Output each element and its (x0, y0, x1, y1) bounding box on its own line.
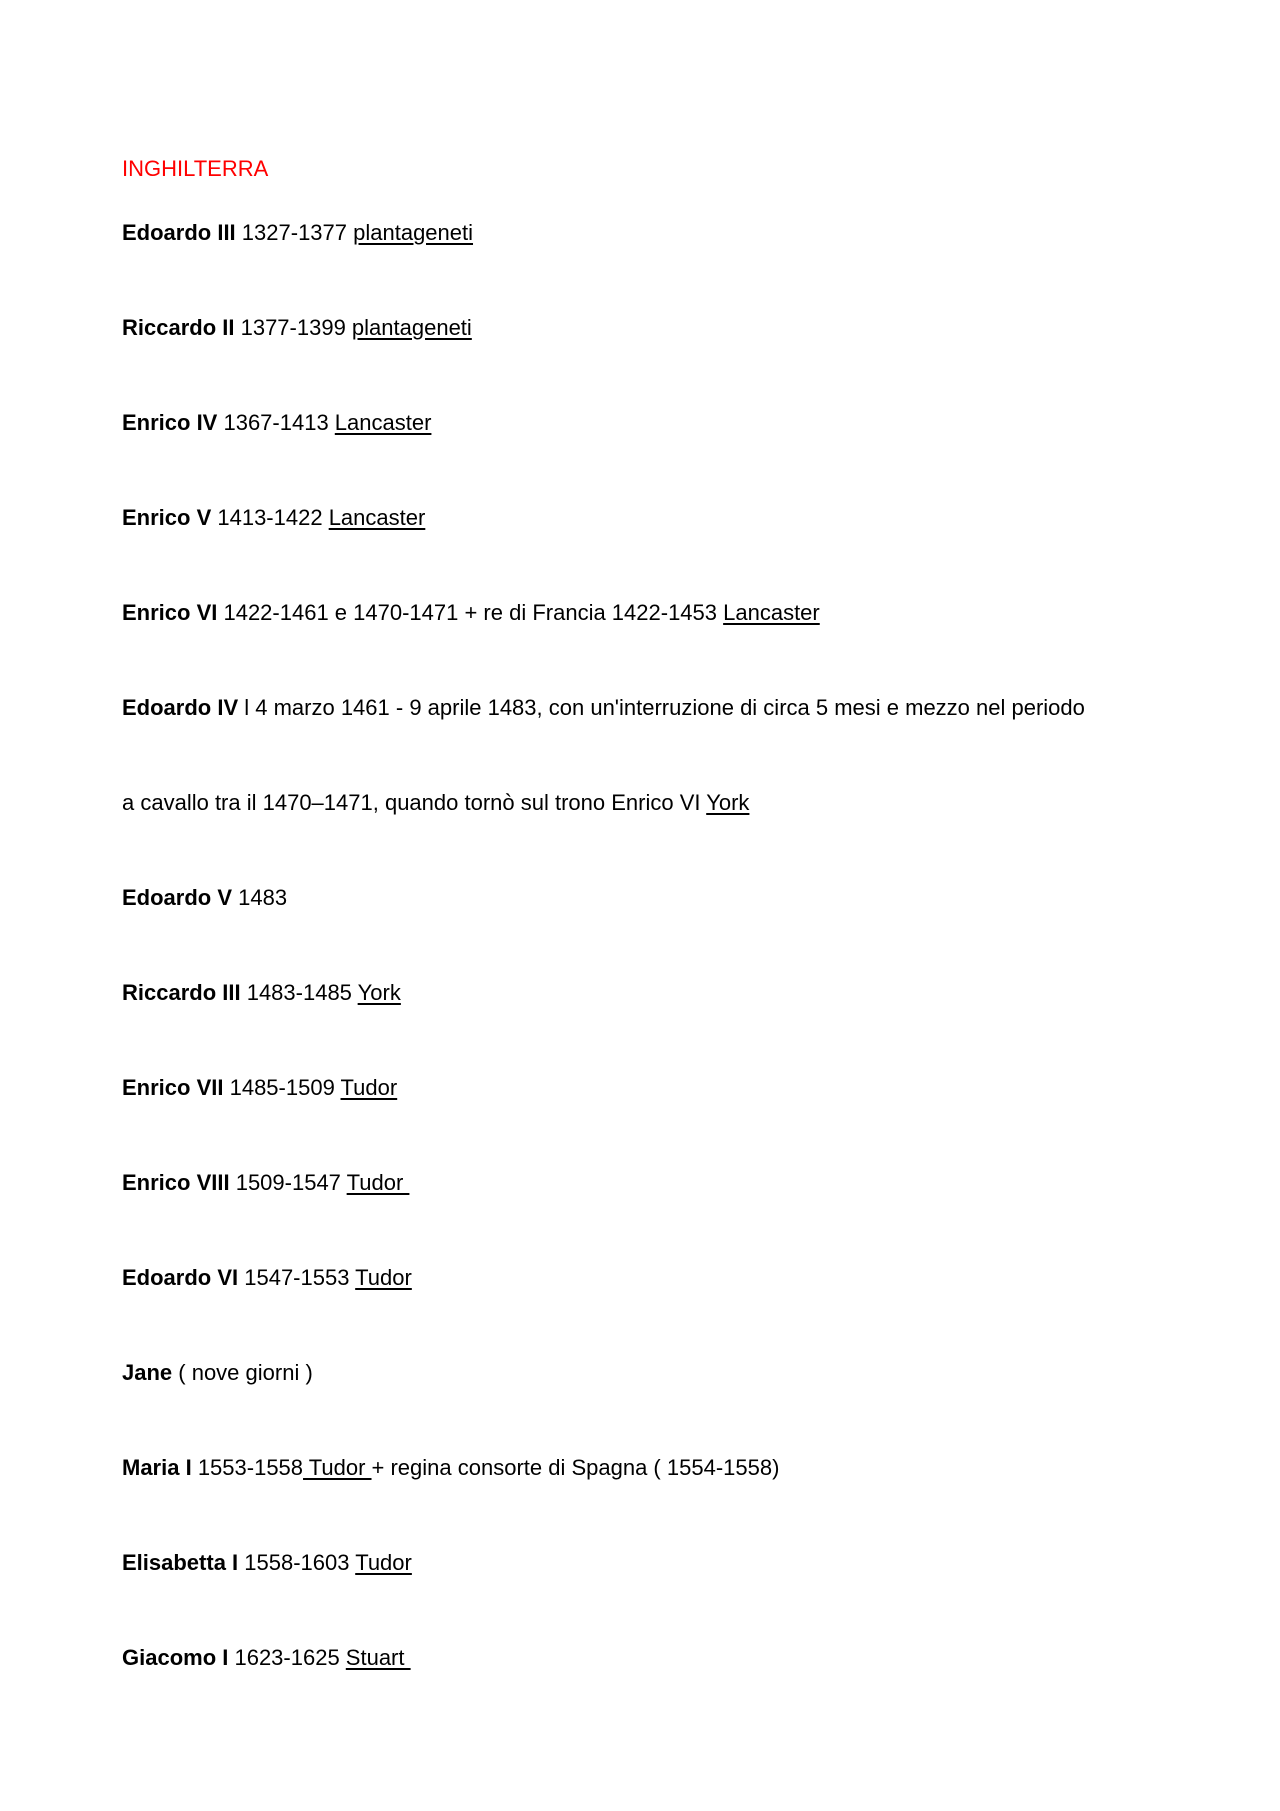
monarch-name: Enrico VII (122, 1075, 224, 1100)
reign-text: 1483-1485 (240, 980, 358, 1005)
monarch-name: Enrico V (122, 505, 212, 530)
monarch-line (122, 1643, 1182, 1673)
monarch-name: Giacomo I (122, 1645, 229, 1670)
monarch-line (122, 598, 1182, 628)
monarch-name: Enrico VI (122, 600, 218, 625)
dynasty-name: Lancaster (334, 410, 432, 435)
reign-text: 1413-1422 (211, 505, 329, 530)
monarch-line (122, 1453, 1182, 1483)
monarch-name: Elisabetta I (122, 1550, 239, 1575)
reign-text: 1485-1509 (223, 1075, 341, 1100)
reign-text: 1327-1377 (235, 220, 354, 245)
monarch-line (122, 1548, 1182, 1578)
extra-note: + regina consorte di Spagna ( 1554-1558) (371, 1455, 780, 1480)
dynasty-name: Tudor (355, 1265, 412, 1290)
reign-text: 1422-1461 e 1470-1471 + re di Francia 1422-1453 (217, 600, 724, 625)
monarch-name: Maria I (122, 1455, 192, 1480)
monarch-line (122, 1168, 1182, 1198)
monarch-name: Edoardo V (122, 885, 233, 910)
monarch-name: Edoardo IV (122, 695, 239, 720)
dynasty-name: York (357, 980, 401, 1005)
monarch-name: Jane (122, 1360, 173, 1385)
reign-text: 1377-1399 (234, 315, 352, 340)
reign-text: 1623-1625 (228, 1645, 346, 1670)
reign-text: 1483 (232, 885, 288, 910)
monarch-line (122, 788, 1182, 818)
monarch-list (122, 218, 1182, 1738)
monarch-line (122, 218, 1182, 248)
monarch-line (122, 503, 1182, 533)
reign-text: 1367-1413 (217, 410, 335, 435)
dynasty-name: Lancaster (328, 505, 426, 530)
monarch-name: Enrico IV (122, 410, 218, 435)
dynasty-name: Tudor (346, 1170, 410, 1195)
monarch-line (122, 1358, 1182, 1388)
dynasty-name: Lancaster (723, 600, 820, 625)
dynasty-name: Tudor (340, 1075, 398, 1100)
reign-text: a cavallo tra il 1470–1471, quando tornò sul trono Enrico VI (122, 790, 707, 815)
monarch-name: Edoardo III (122, 220, 236, 245)
reign-text: l 4 marzo 1461 - 9 aprile 1483, con un'interruzione di circa 5 mesi e mezzo nel periodo (238, 695, 1085, 720)
dynasty-name: York (706, 790, 750, 815)
dynasty-name: plantageneti (351, 315, 472, 340)
monarch-line (122, 1263, 1182, 1293)
reign-text: 1509-1547 (229, 1170, 347, 1195)
monarch-line (122, 408, 1182, 438)
monarch-name: Edoardo VI (122, 1265, 239, 1290)
dynasty-name: plantageneti (353, 220, 474, 245)
monarch-name: Riccardo II (122, 315, 235, 340)
reign-text: ( nove giorni ) (172, 1360, 313, 1385)
monarch-line (122, 978, 1182, 1008)
reign-text: 1547-1553 (238, 1265, 356, 1290)
dynasty-name: Tudor (303, 1455, 372, 1480)
dynasty-name: Tudor (355, 1550, 412, 1575)
monarch-line (122, 313, 1182, 343)
reign-text: 1553-1558 (191, 1455, 304, 1480)
reign-text: 1558-1603 (238, 1550, 356, 1575)
monarch-line (122, 883, 1182, 913)
monarch-line (122, 1073, 1182, 1103)
dynasty-name: Stuart (345, 1645, 411, 1670)
document-heading: INGHILTERRA (122, 156, 269, 181)
monarch-line (122, 693, 1182, 723)
monarch-name: Riccardo III (122, 980, 241, 1005)
monarch-name: Enrico VIII (122, 1170, 230, 1195)
